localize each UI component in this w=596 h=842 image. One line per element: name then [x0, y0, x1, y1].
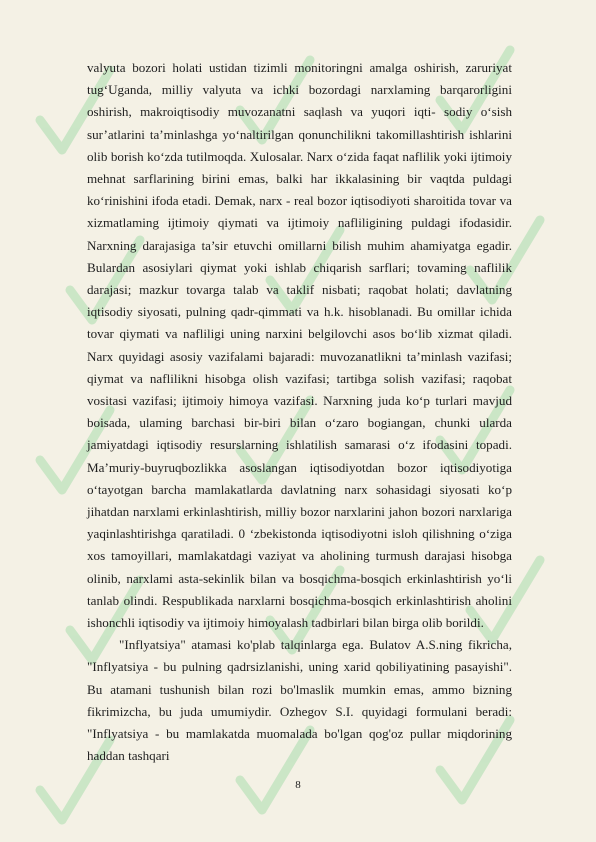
- page-number: 8: [295, 779, 301, 791]
- paragraph-1: valyuta bozori holati ustidan tizimli monitoringni amalga oshirish, zaruriyat tug‘Uganda, milliy valyuta va ichki bozordagi narxlaming barqarorligini oshirish, makroiqtisodiy muvozanatni saqlash va yuqori iqti- sodiy o‘sish sur’atlarini ta’minlashga yo‘naltirilgan qonunchilikni takomillashtirish ishlarini olib borish ko‘zda tutilmoqda. Xulosalar. Narx o‘zida faqat naflilik yoki ijtimoiy mehnat sarflarining birini emas, balki har ikkalasining bir vaqtda puldagi ko‘rinishini ifoda etadi. Demak, narx - real bozor iqtisodiyoti sharoitida tovar va xizmatlaming ijtimoiy qiymati va ijtimoiy nafliligining puldagi ifodasidir. Narxning darajasiga ta’sir etuvchi omillarni bilish muhim ahamiyatga egadir. Bulardan asosiylari qiymat yoki ishlab chiqarish sarflari; tovaming naflilik darajasi; mazkur tovarga talab va taklif nisbati; raqobat holati; davlatning iqtisodiy siyosati, pulning qadr-qimmati va h.k. hisoblanadi. Bu omillar ichida tovar qiymati va nafliligi uning narxini belgilovchi asos bo‘lib xizmat qiladi. Narx quyidagi asosiy vazifalami bajaradi: muvozanatlikni ta’minlash vazifasi; qiymat va naflilikni hisobga olish vazifasi; tartibga solish vazifasi; raqobat vositasi vazifasi; ijtimoiy himoya vazifasi. Narxning juda ko‘p turlari mavjud boisada, ulaming barchasi bir-biri bilan o‘zaro bogiangan, chunki ularda jamiyatdagi iqtisodiy resurslarning ishlatilish samarasi o‘z ifodasini topadi. Ma’muriy-buyruqbozlikka asoslangan iqtisodiyotdan bozor iqtisodiyotiga o‘tayotgan barcha mamlakatlarda davlatning narx sohasidagi siyosati ko‘p jihatdan narxlami erkinlashtirish, milliy bozor narxlarini jahon bozori narxlariga yaqinlashtirishga qaratiladi. 0 ‘zbekistonda iqtisodiyotni isloh qilishning o‘ziga xos tamoyillari, mamlakatdagi vaziyat va aholining turmush darajasi hisobga olinib, narxlami asta-sekinlik bilan va bosqichma-bosqich erkinlashtirish yo‘li tanlab olindi. Respublikada narxlarni bosqichma-bosqich erkinlashtirish aholini ishonchli iqtisodiy va ijtimoiy himoyalash tadbirlari bilan birga olib borildi.: [87, 60, 512, 631]
- body-text: [87, 57, 512, 768]
- paragraph-2: "Inflyatsiya" atamasi ko'plab talqinlarga ega. Bulatov A.S.ning fikricha, "Inflyatsiya - bu pulning qadrsizlanishi, uning xarid qobiliyatining pasayishi". Bu atamani tushunish bilan rozi bo'lmaslik mumkin emas, ammo bizning fikrimizcha, bu juda umumiydir. Ozhegov S.I. quyidagi formulani beradi: "Inflyatsiya - bu mamlakatda muomalada bo'lgan qog'oz pullar miqdorining haddan tashqari: [87, 637, 512, 764]
